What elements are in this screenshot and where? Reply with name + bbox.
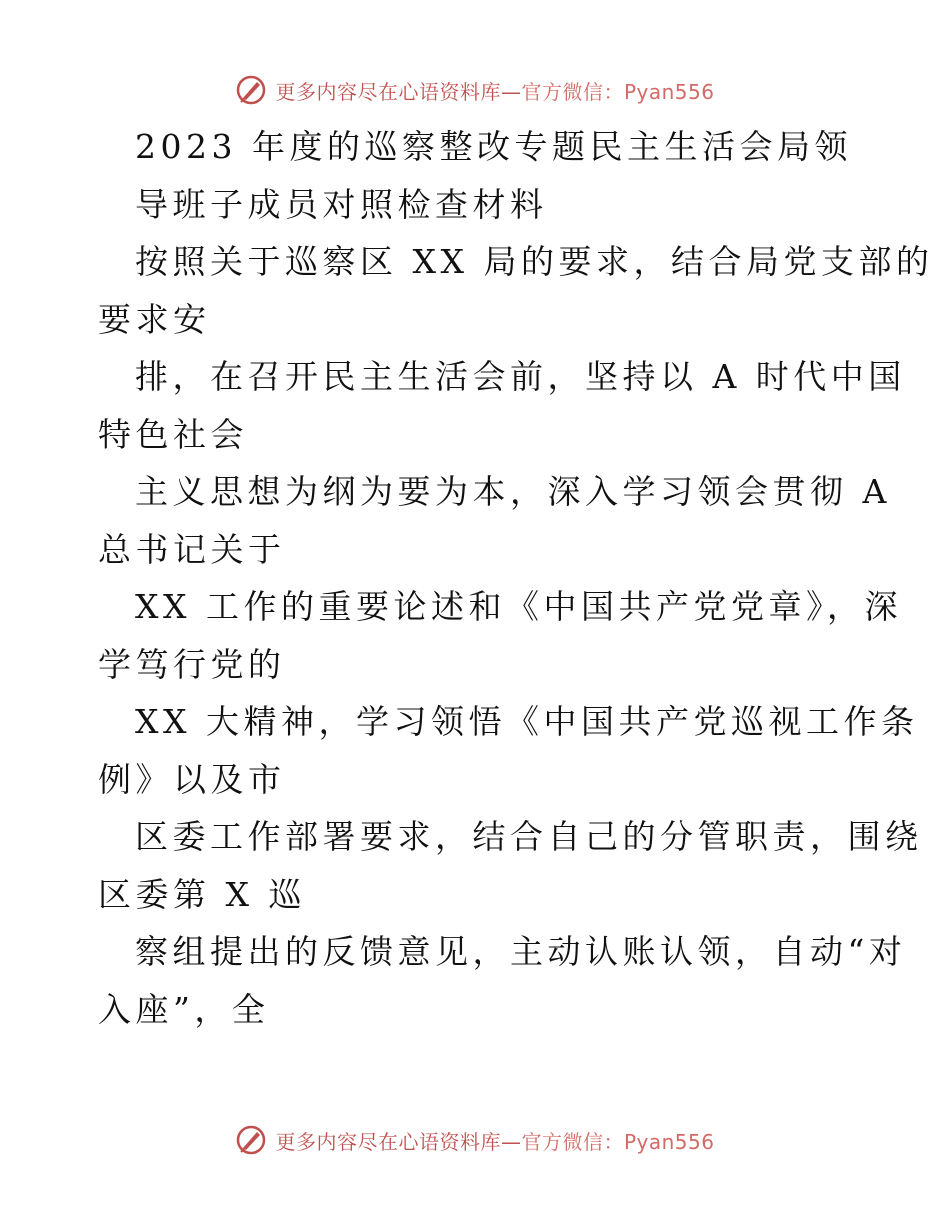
text-line: XX 大精神，学习领悟《中国共产党巡视工作条 <box>135 702 919 741</box>
text-line: 主义思想为纲为要为本，深入学习领会贯彻 A <box>135 472 891 511</box>
text-line: 区委工作部署要求，结合自己的分管职责，围绕 <box>135 817 923 856</box>
text-line: 察组提出的反馈意见，主动认账认领，自动“对 <box>135 932 907 971</box>
text-line: 特色社会 <box>98 414 248 454</box>
feather-pen-circle-icon <box>235 74 267 106</box>
feather-pen-circle-icon <box>235 1124 267 1156</box>
header-watermark <box>0 70 950 110</box>
text-line: 排，在召开民主生活会前，坚持以 A 时代中国 <box>135 357 906 396</box>
text-line: 学笃行党的 <box>98 644 286 684</box>
text-line: 入座”，全 <box>98 989 270 1029</box>
text-line: 2023 年度的巡察整改专题民主生活会局领 <box>135 127 852 166</box>
watermark-text: 更多内容尽在心语资料库—官方微信：Pyan556 <box>275 1129 715 1154</box>
text-line: 按照关于巡察区 XX 局的要求，结合局党支部的 <box>135 242 934 281</box>
document-body <box>98 118 934 1038</box>
text-line: 区委第 X 巡 <box>98 874 306 914</box>
text-line: 导班子成员对照检查材料 <box>135 184 548 224</box>
footer-watermark <box>0 1120 950 1160</box>
text-line: XX 工作的重要论述和《中国共产党党章》，深 <box>135 587 902 626</box>
watermark-text: 更多内容尽在心语资料库—官方微信：Pyan556 <box>275 79 715 104</box>
text-line: 总书记关于 <box>98 529 286 569</box>
text-line: 要求安 <box>98 299 211 339</box>
text-line: 例》以及市 <box>98 759 286 799</box>
